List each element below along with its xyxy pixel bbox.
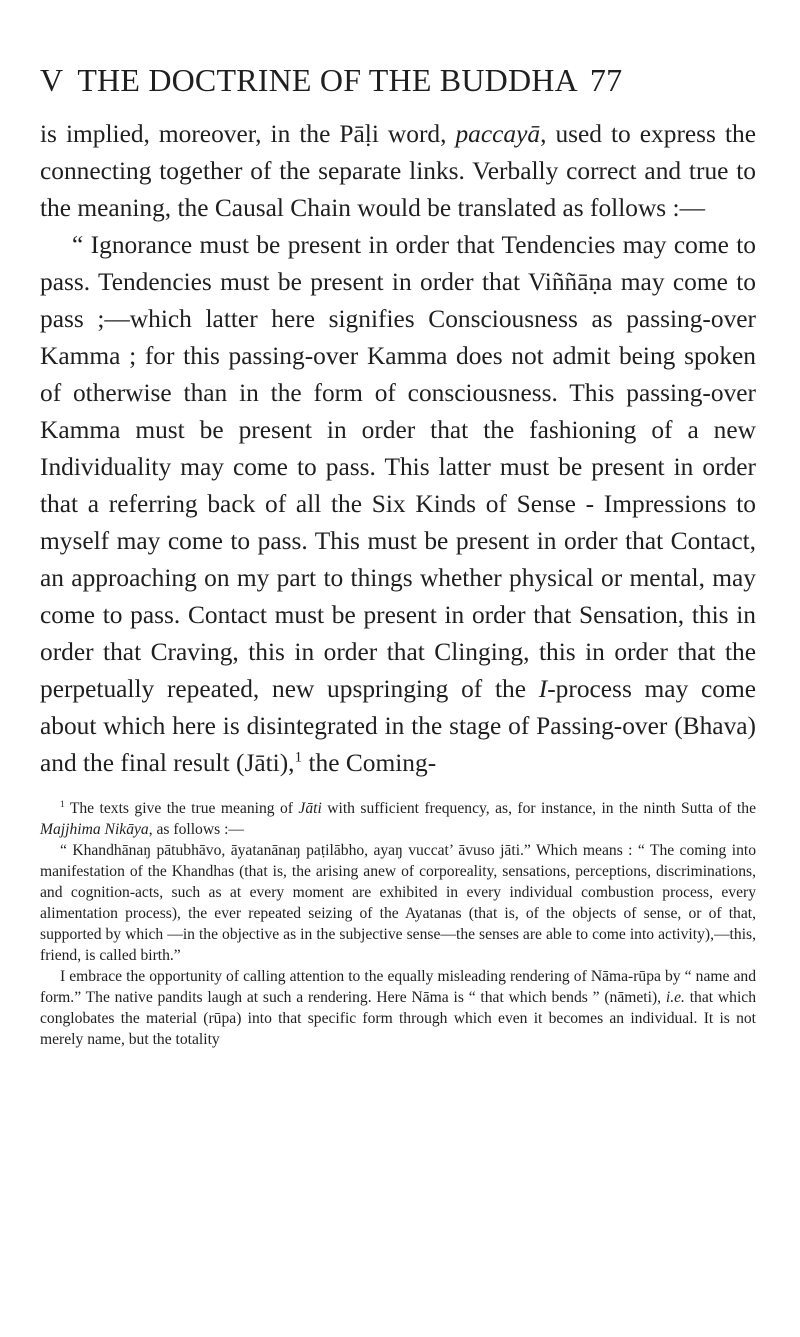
- paragraph-1: [40, 116, 756, 227]
- pali-term: paccayā: [455, 120, 541, 148]
- footnote-ref[interactable]: 1: [294, 748, 303, 766]
- text-run: the Coming-: [302, 749, 437, 777]
- footnote-note: [40, 966, 756, 1050]
- italic-abbrev: i.e.: [665, 989, 685, 1006]
- text-run: is implied, moreover, in the Pāḷi word,: [40, 120, 456, 148]
- italic-i: I: [538, 675, 548, 703]
- footnotes: [40, 798, 756, 1050]
- main-text: [40, 116, 756, 782]
- footnote-1: [40, 798, 756, 840]
- italic-term: Jāti: [298, 800, 322, 817]
- text-run: with sufficient frequency, as, for instance, in the ninth Sutta of the: [321, 800, 756, 817]
- page-number: 77: [589, 62, 623, 98]
- text-run: that which conglobates the material (rūpa) into that specific form through which even it becomes an individual. It is not merely name, but the totality: [40, 989, 756, 1048]
- text-run: , as follows :—: [148, 821, 245, 838]
- footnote-number: 1: [60, 799, 65, 810]
- text-run: The texts give the true meaning of: [64, 800, 299, 817]
- footnote-quote: “ Khandhānaŋ pātubhāvo, āyatanānaŋ paṭilābho, ayaŋ vuccat’ āvuso jāti.” Which means : “ The coming into manifestation of the Khandhas (that is, the arising anew of corporeality, sensations, perceptions, discriminations, and cognition-acts, such as at every moment are exhibited in every individual combustion process, every alimentation process), the ever repeated seizing of the Ayatanas (that is, of the objects of sense, or of that, supported by which —in the objective as in the subjective sense—the senses are able to come into activity),—this, friend, is called birth.”: [40, 842, 756, 964]
- text-run: “ Ignorance must be present in order that Tendencies may come to pass. Tendencies must be present in order that Viññāṇa may come to pass ;—which latter here signifies Consciousness as passing-over Kamma ; for this passing-over Kamma does not admit being spoken of otherwise than in the form of consciousness. This passing-over Kamma must be present in order that the fashioning of a new Individuality may come to pass. This latter must be present in order that a referring back of all the Six Kinds of Sense - Impressions to myself may come to pass. This must be present in order that Contact, an approaching on my part to things whether physical or mental, may come to pass. Contact must be present in order that Sensation, this in order that Craving, this in order that Clinging, this in order that the perpetually repeated, new upspringing of the: [40, 231, 756, 703]
- running-header: [40, 60, 756, 100]
- paragraph-2: [40, 227, 756, 782]
- running-title: THE DOCTRINE OF THE BUDDHA: [77, 62, 578, 98]
- text-run: I embrace the opportunity of calling attention to the equally misleading rendering of Nāma-rūpa by “ name and form.” The native pandits laugh at such a rendering. Here Nāma is “ that which bends ” (nāmeti),: [40, 968, 756, 1006]
- italic-title: Majjhima Nikāya: [40, 821, 149, 838]
- text-run: , used to express the connecting together of the separate links. Verbally correct and true to the meaning, the Causal Chain would be translated as follows :—: [40, 120, 756, 222]
- chapter-number: V: [40, 62, 64, 98]
- book-page: [40, 60, 756, 1050]
- text-run: -process may come about which here is disintegrated in the stage of Passing-over (Bhava) and the final result (Jāti),: [40, 675, 756, 777]
